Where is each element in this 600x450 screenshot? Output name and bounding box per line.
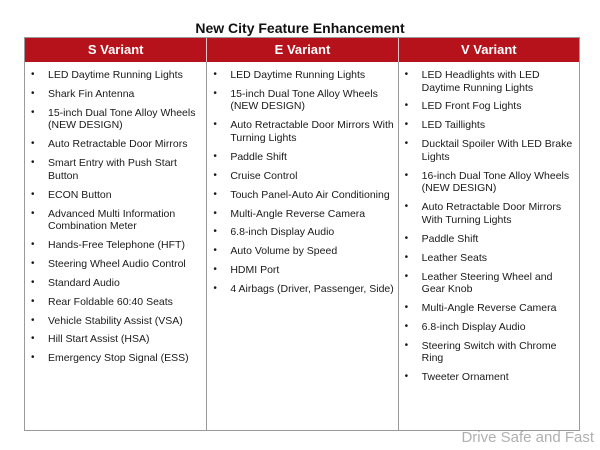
list-item: • Auto Retractable Door Mirrors (25, 138, 204, 151)
list-item: • Touch Panel-Auto Air Conditioning (207, 189, 395, 202)
list-item: • Standard Audio (25, 277, 204, 290)
list-item: • Leather Seats (399, 252, 577, 265)
feature-table (24, 37, 580, 431)
list-item: • LED Taillights (399, 119, 577, 132)
list-item: • 4 Airbags (Driver, Passenger, Side) (207, 283, 395, 296)
list-item: • Ducktail Spoiler With LED Brake Lights (399, 138, 577, 163)
document-title: New City Feature Enhancement (195, 20, 405, 36)
list-item: • Leather Steering Wheel and Gear Knob (399, 271, 577, 296)
list-item: • Smart Entry with Push Start Button (25, 157, 204, 182)
list-item: • Multi-Angle Reverse Camera (207, 208, 395, 221)
list-item: • 15-inch Dual Tone Alloy Wheels (NEW DESIGN) (207, 88, 395, 113)
s-variant-feature-list (25, 69, 204, 365)
list-item: • Auto Retractable Door Mirrors With Turning Lights (399, 201, 577, 226)
list-item: • Paddle Shift (207, 151, 395, 164)
list-item: • LED Daytime Running Lights (25, 69, 204, 82)
list-item: • Tweeter Ornament (399, 371, 577, 384)
list-item: • Cruise Control (207, 170, 395, 183)
list-item: • Rear Foldable 60:40 Seats (25, 296, 204, 309)
header-s-variant: S Variant (87, 42, 144, 57)
list-item: • 16-inch Dual Tone Alloy Wheels (NEW DESIGN) (399, 170, 577, 195)
list-item: • LED Daytime Running Lights (207, 69, 395, 82)
list-item: • Auto Volume by Speed (207, 245, 395, 258)
list-item: • Steering Wheel Audio Control (25, 258, 204, 271)
v-variant-feature-list (399, 69, 577, 384)
list-item: • Multi-Angle Reverse Camera (399, 302, 577, 315)
list-item: • HDMI Port (207, 264, 395, 277)
list-item: • LED Headlights with LED Daytime Running Lights (399, 69, 577, 94)
e-variant-feature-list (207, 69, 395, 296)
s-variant-column (25, 62, 206, 430)
list-item: • Shark Fin Antenna (25, 88, 204, 101)
list-item: • Auto Retractable Door Mirrors With Turning Lights (207, 119, 395, 144)
list-item: • 6.8-inch Display Audio (399, 321, 577, 334)
list-item: • Hands-Free Telephone (HFT) (25, 239, 204, 252)
list-item: • 15-inch Dual Tone Alloy Wheels (NEW DESIGN) (25, 107, 204, 132)
list-item: • 6.8-inch Display Audio (207, 226, 395, 239)
list-item: • Advanced Multi Information Combination Meter (25, 208, 204, 233)
watermark: Drive Safe and Fast (461, 429, 594, 446)
header-e-variant: E Variant (206, 38, 397, 62)
list-item: • Vehicle Stability Assist (VSA) (25, 315, 204, 328)
table-body (25, 62, 579, 430)
v-variant-column (398, 62, 579, 430)
list-item: • Emergency Stop Signal (ESS) (25, 352, 204, 365)
list-item: • Paddle Shift (399, 233, 577, 246)
list-item: • Steering Switch with Chrome Ring (399, 340, 577, 365)
list-item: • LED Front Fog Lights (399, 100, 577, 113)
e-variant-column (206, 62, 397, 430)
list-item: • ECON Button (25, 189, 204, 202)
table-header-row (25, 38, 579, 62)
header-v-variant: V Variant (398, 38, 579, 62)
list-item: • Hill Start Assist (HSA) (25, 333, 204, 346)
